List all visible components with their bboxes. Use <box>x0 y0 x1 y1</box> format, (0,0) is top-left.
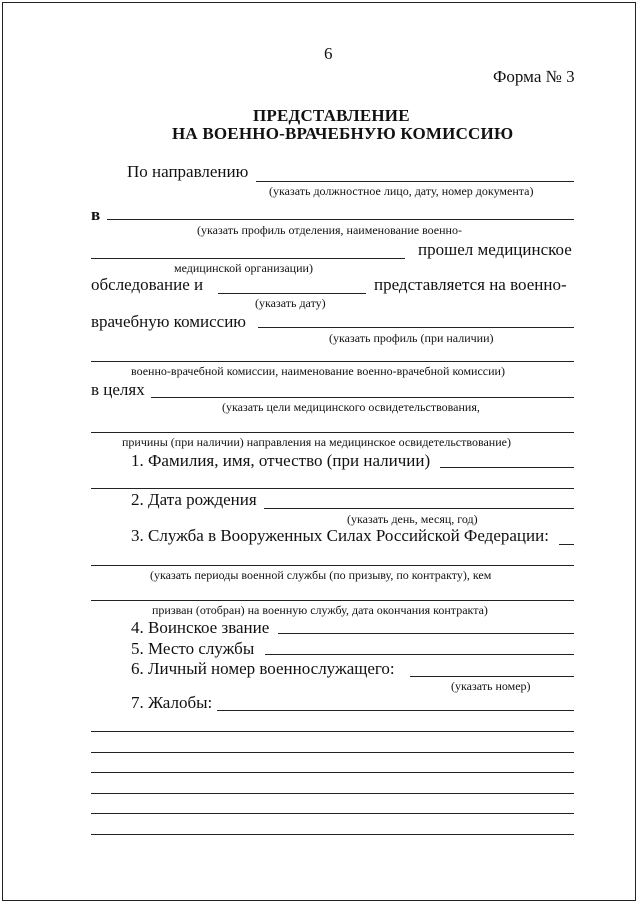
label-item7: 7. Жалобы: <box>131 693 213 712</box>
page-subtitle: НА ВОЕННО-ВРАЧЕБНУЮ КОМИССИЮ <box>172 124 514 143</box>
label-item5: 5. Место службы <box>131 639 255 658</box>
field-fio[interactable] <box>440 467 574 468</box>
field-complaints-line[interactable] <box>91 772 574 773</box>
page-number: 6 <box>324 44 333 63</box>
hint-reasons: причины (при наличии) направления на медицинское освидетельствование) <box>122 435 511 449</box>
hint-birth: (указать день, месяц, год) <box>347 512 478 526</box>
field-reasons[interactable] <box>91 432 574 433</box>
form-label: Форма № 3 <box>493 67 575 86</box>
hint-number: (указать номер) <box>451 679 531 693</box>
field-fio-cont[interactable] <box>91 488 574 489</box>
field-complaints-line[interactable] <box>91 813 574 814</box>
field-service-periods[interactable] <box>91 565 574 566</box>
field-personal-number[interactable] <box>410 676 574 677</box>
field-complaints-line[interactable] <box>91 752 574 753</box>
label-item3: 3. Служба в Вооруженных Силах Российской Федерации: <box>131 526 549 545</box>
hint-goals: (указать цели медицинского освидетельствования, <box>222 400 480 414</box>
field-place[interactable] <box>265 654 574 655</box>
hint-profile-dept: (указать профиль отделения, наименование военно- <box>197 223 462 237</box>
field-complaints-line[interactable] <box>91 731 574 732</box>
hint-med-org: медицинской организации) <box>174 261 313 275</box>
label-v-celyah: в целях <box>91 380 145 399</box>
label-po-napravleniyu: По направлению <box>127 162 249 181</box>
field-complaints-line[interactable] <box>91 834 574 835</box>
label-v: в <box>91 205 101 224</box>
hint-official: (указать должностное лицо, дату, номер документа) <box>269 184 534 198</box>
label-item6: 6. Личный номер военнослужащего: <box>131 659 395 678</box>
field-department[interactable] <box>107 219 574 220</box>
hint-called: призван (отобран) на военную службу, дата окончания контракта) <box>152 603 488 617</box>
field-service[interactable] <box>559 544 574 545</box>
label-item1: 1. Фамилия, имя, отчество (при наличии) <box>131 451 431 470</box>
field-complaints-line[interactable] <box>91 793 574 794</box>
hint-service: (указать периоды военной службы (по призыву, по контракту), кем <box>150 568 492 582</box>
field-birth-date[interactable] <box>264 508 574 509</box>
label-item2: 2. Дата рождения <box>131 490 257 509</box>
label-item4: 4. Воинское звание <box>131 618 270 637</box>
field-vvk-profile[interactable] <box>258 327 574 328</box>
field-rank[interactable] <box>278 633 574 634</box>
field-goals[interactable] <box>151 397 574 398</box>
hint-vvk-name: военно-врачебной комиссии, наименование военно-врачебной комиссии) <box>131 364 505 378</box>
label-vrachebnuyu: врачебную комиссию <box>91 312 247 331</box>
hint-date: (указать дату) <box>255 296 326 310</box>
field-called[interactable] <box>91 600 574 601</box>
field-exam-date[interactable] <box>218 293 366 294</box>
field-med-org[interactable] <box>91 258 405 259</box>
field-direction[interactable] <box>256 181 574 182</box>
page-title: ПРЕДСТАВЛЕНИЕ <box>253 106 410 125</box>
field-complaints[interactable] <box>217 710 574 711</box>
field-vvk-name[interactable] <box>91 361 574 362</box>
hint-profile: (указать профиль (при наличии) <box>329 331 494 345</box>
label-proshel: прошел медицинское <box>418 240 572 259</box>
label-predstavlyaetsya: представляется на военно- <box>374 275 567 294</box>
label-obsledovanie: обследование и <box>91 275 204 294</box>
